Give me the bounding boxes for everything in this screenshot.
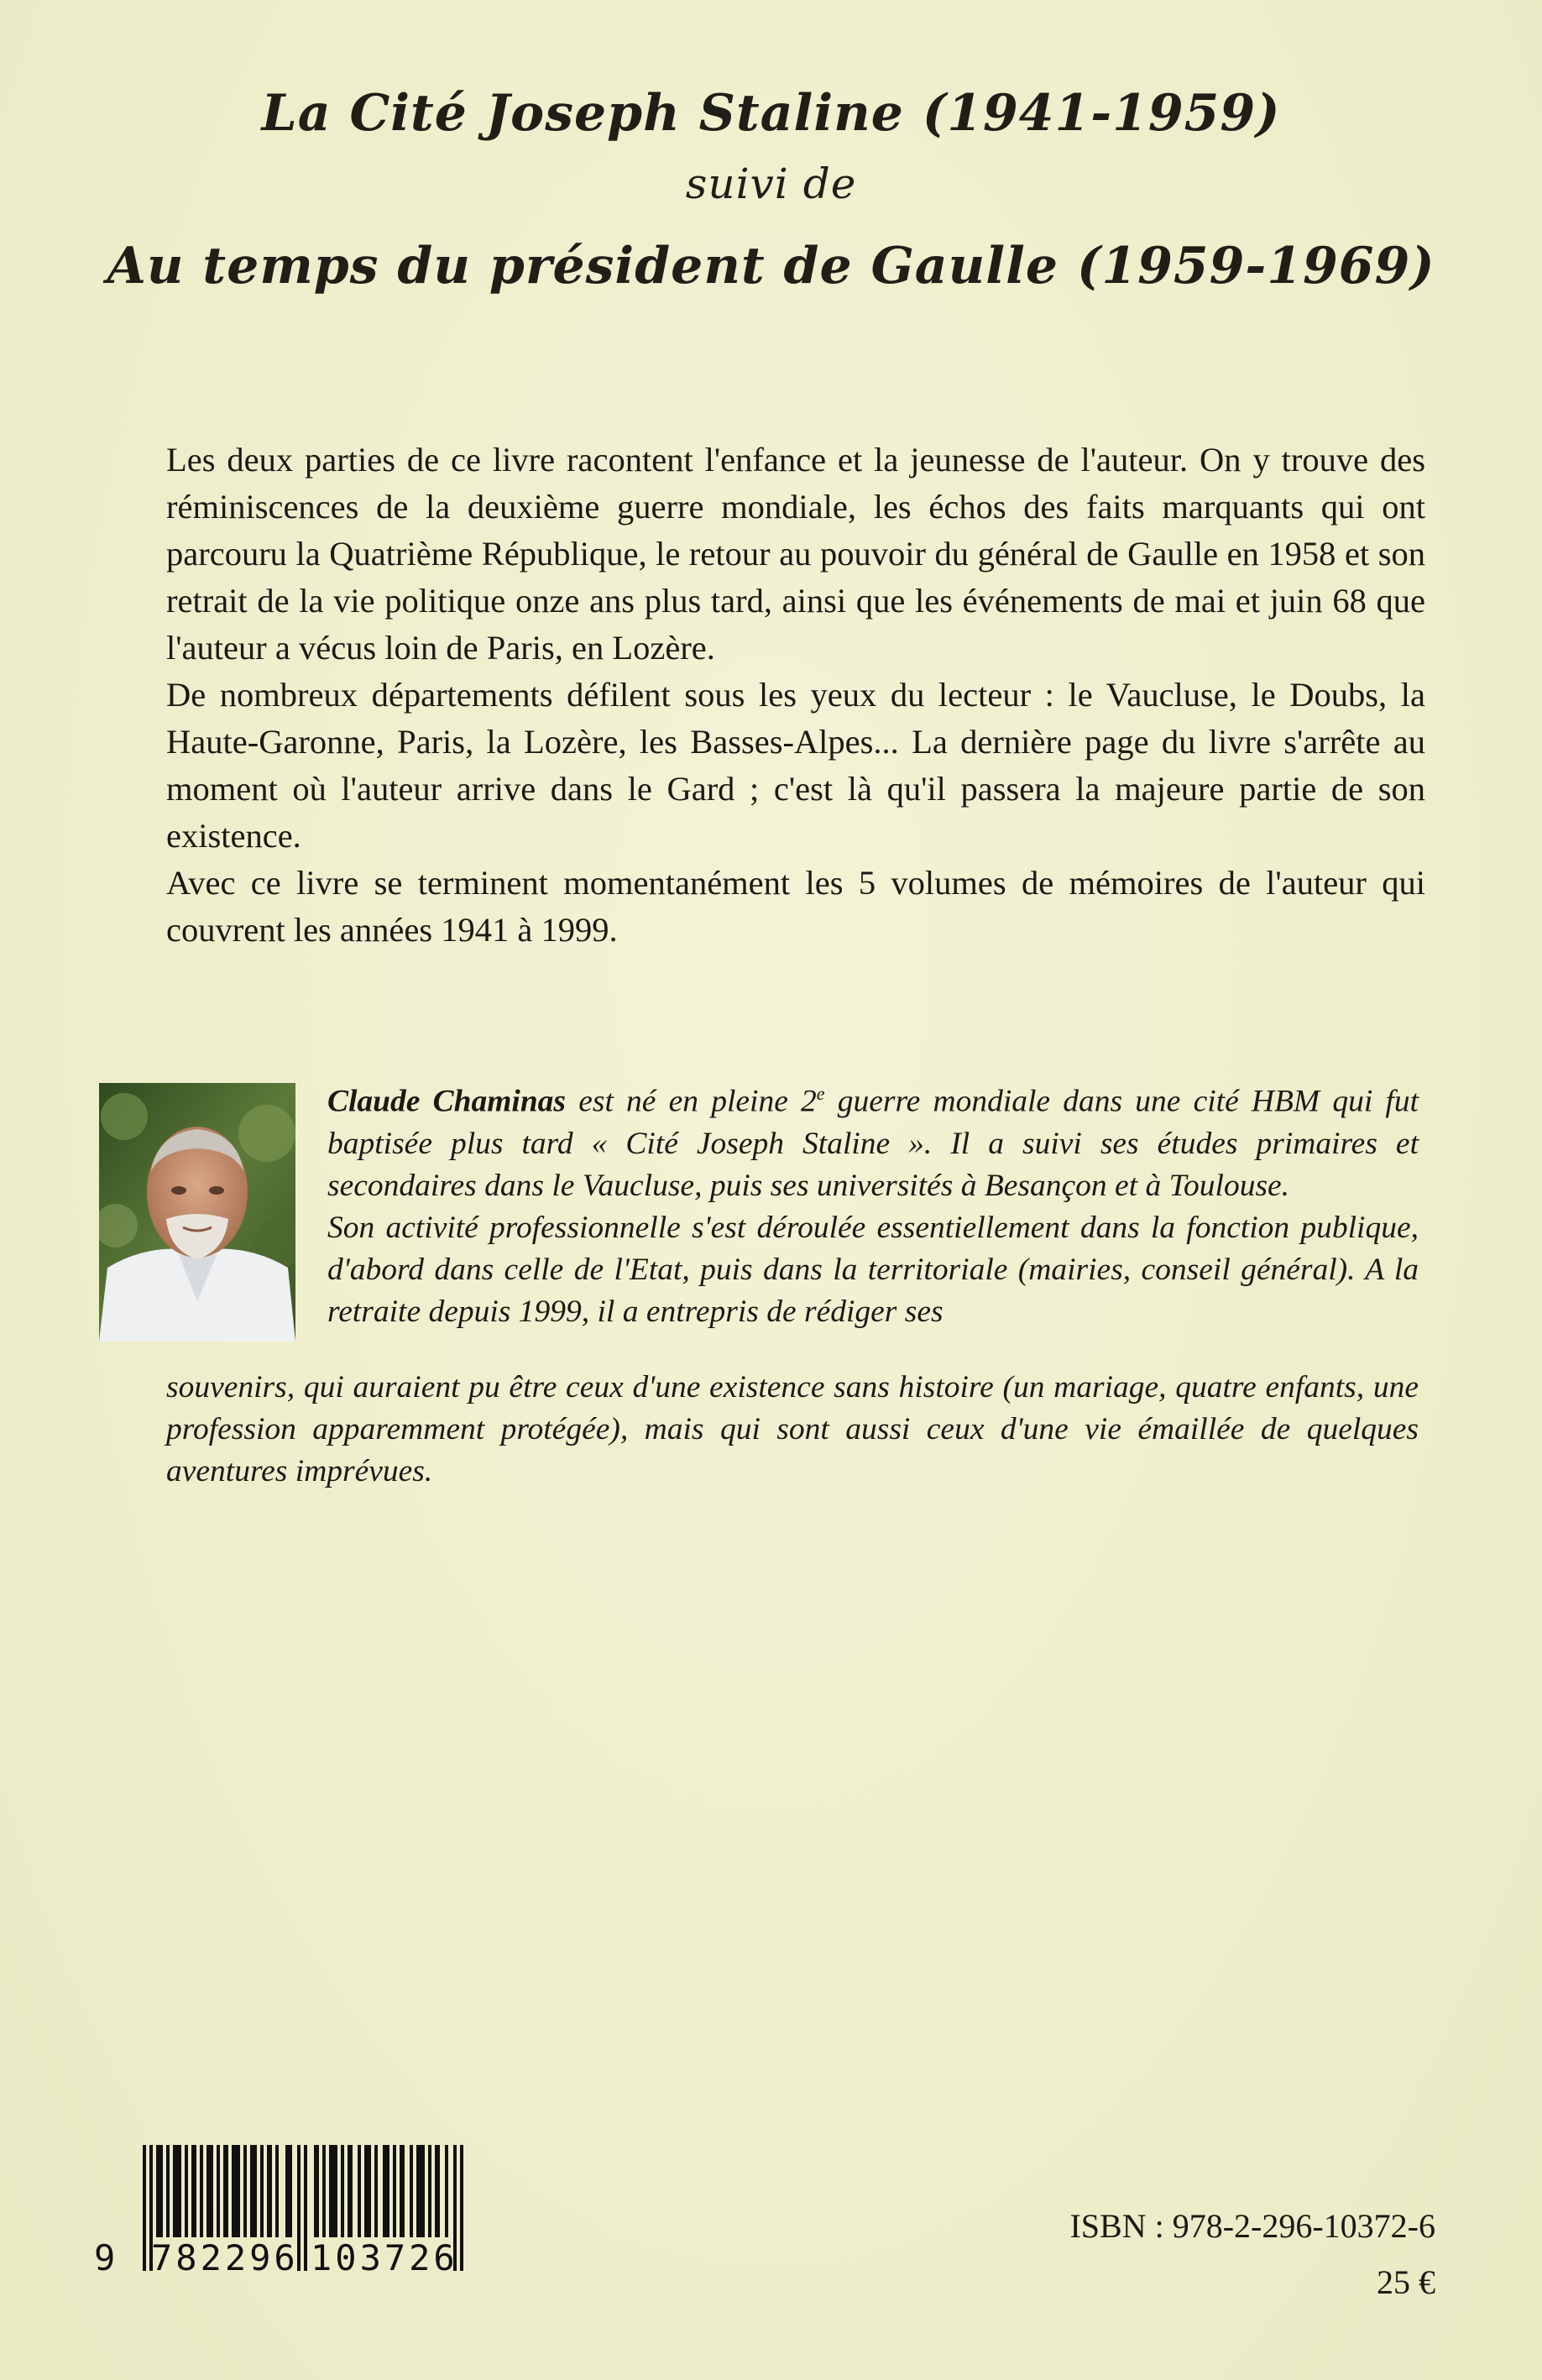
summary-text <box>166 437 1425 954</box>
book-title-part2: Au temps du président de Gaulle (1959-1969) <box>107 237 1435 296</box>
barcode-group-1: 782296 <box>151 2237 299 2278</box>
book-title-part1: La Cité Joseph Staline (1941-1959) <box>261 84 1281 143</box>
bio-superscript: e <box>816 1083 825 1104</box>
summary-paragraph-3: Avec ce livre se terminent momentanément les 5 volumes de mémoires de l'auteur qui couvrent les années 1941 à 1999. <box>166 864 1425 949</box>
author-bio-top <box>327 1073 1419 1333</box>
barcode-first-digit: 9 <box>94 2237 116 2278</box>
bio-text-3: Son activité professionnelle s'est déroulée essentiellement dans la fonction publique, d'abord dans celle de l'Etat, puis dans la territoriale (mairies, conseil général). A la retraite depuis 1999, il a entrepris de rédiger ses <box>327 1210 1419 1329</box>
bio-text-2: guerre mondiale dans une cité HBM qui fut baptisée plus tard « Cité Joseph Staline ». Il a suivi ses études primaires et secondaires dans le Vaucluse, puis ses universités à Besançon et à Toulouse. <box>327 1084 1419 1203</box>
author-name: Claude Chaminas <box>327 1084 567 1119</box>
barcode-group-2: 103726 <box>311 2237 458 2278</box>
title-connector: suivi de <box>685 160 857 208</box>
price: 25 € <box>1377 2263 1435 2301</box>
author-photo <box>99 1083 295 1342</box>
author-bio-bottom <box>166 1367 1419 1493</box>
isbn: ISBN : 978-2-296-10372-6 <box>1069 2207 1435 2245</box>
summary-paragraph-2: De nombreux départements défilent sous les yeux du lecteur : le Vaucluse, le Doubs, la Haute-Garonne, Paris, la Lozère, les Basses-Alpes... La dernière page du livre s'arrête au moment où l'auteur arrive dans le Gard ; c'est là qu'il passera la majeure partie de son existence. <box>166 676 1425 855</box>
bio-text-1: est né en pleine 2 <box>578 1084 817 1119</box>
bio-text-4: souvenirs, qui auraient pu être ceux d'une existence sans histoire (un mariage, quatre enfants, une profession apparemment protégée), mais qui sont aussi ceux d'une vie émaillée de quelques aventures imprévues. <box>166 1370 1419 1488</box>
summary-paragraph-1: Les deux parties de ce livre racontent l'enfance et la jeunesse de l'auteur. On y trouve des réminiscences de la deuxième guerre mondiale, les échos des faits marquants qui ont parcouru la Quatrième République, le retour au pouvoir du général de Gaulle en 1958 et son retrait de la vie politique onze ans plus tard, ainsi que les événements de mai et juin 68 que l'auteur a vécus loin de Paris, en Lozère. <box>166 441 1425 667</box>
